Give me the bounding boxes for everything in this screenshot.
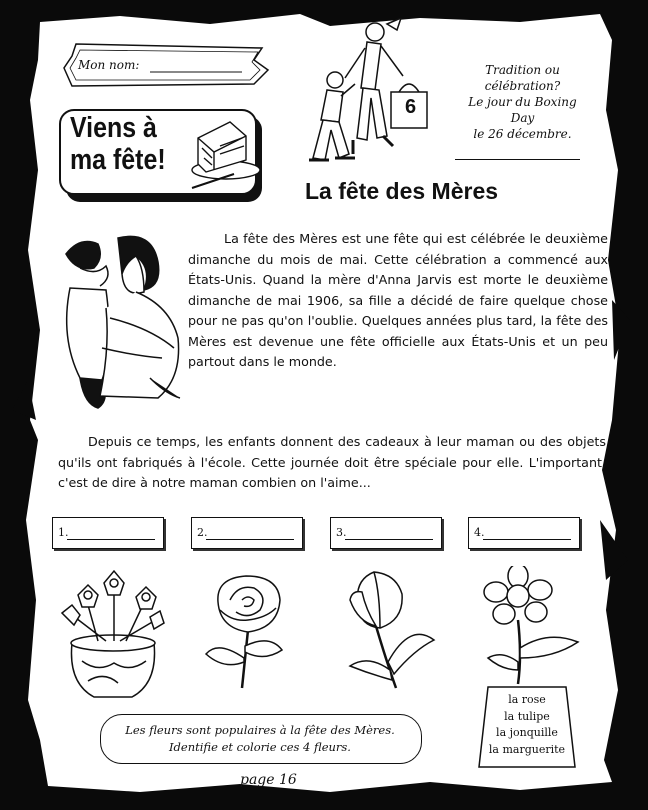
page-heading: La fête des Mères <box>305 178 499 204</box>
instruction-text <box>100 722 420 756</box>
page-number: page 16 <box>240 772 297 788</box>
paragraph-gifts-text: Depuis ce temps, les enfants donnent des cadeaux à leur maman ou des objets qu'ils ont fabriqués à l'école. Cette journée doit être spéciale pour elle. L'important, c'est de dire à notre maman combien on l'aime... <box>58 434 606 490</box>
family-shopping-illustration <box>305 18 445 168</box>
answer-line-2 <box>206 539 294 540</box>
tradition-line-3: Le jour du Boxing Day <box>468 95 577 125</box>
tulip-drawing <box>340 570 440 690</box>
daffodil-pot-drawing <box>58 565 168 705</box>
word-daisy: la marguerite <box>488 742 566 756</box>
paragraph-gifts <box>58 432 606 494</box>
name-label: Mon nom: <box>78 58 140 72</box>
answer-number-1: 1. <box>58 526 69 539</box>
answer-box-4[interactable] <box>468 517 580 549</box>
paragraph-history-text: La fête des Mères est une fête qui est célébrée le deuxième dimanche du mois de mai. Cette célébration a commencé aux États-Unis. Quand la mère d'Anna Jarvis est morte le deuxième dimanche de mai 1906, sa fille a décidé de faire quelque chose pour ne pas qu'on l'oublie. Quelques années plus tard, la fête des Mères est devenue une fête officielle aux États-Unis et un peu partout dans le monde. <box>188 231 608 369</box>
answer-line-1 <box>67 539 155 540</box>
answer-box-3[interactable] <box>330 517 442 549</box>
rose-drawing <box>198 570 298 690</box>
bag-number: 6 <box>405 96 417 118</box>
answer-number-2: 2. <box>197 526 208 539</box>
tradition-line-4: le 26 décembre. <box>473 127 572 141</box>
word-tulip: la tulipe <box>504 709 550 723</box>
paragraph-history <box>188 229 608 373</box>
mother-child-illustration <box>40 228 190 418</box>
flower-word-list <box>478 692 576 758</box>
daisy-drawing <box>478 566 588 686</box>
answer-box-2[interactable] <box>191 517 303 549</box>
word-rose: la rose <box>508 693 546 706</box>
word-daffodil: la jonquille <box>496 726 558 739</box>
answer-line-3 <box>345 539 433 540</box>
tradition-answer-line <box>455 159 580 160</box>
tradition-note <box>455 62 590 142</box>
answer-box-1[interactable] <box>52 517 164 549</box>
tradition-line-2: célébration? <box>484 79 561 93</box>
party-title: Viens à ma fête! <box>70 112 166 176</box>
instruction-line-1: Les fleurs sont populaires à la fête des Mères. <box>125 723 395 737</box>
tradition-line-1: Tradition ou <box>485 63 560 77</box>
answer-number-4: 4. <box>474 526 485 539</box>
answer-line-4 <box>483 539 571 540</box>
instruction-line-2: Identifie et colorie ces 4 fleurs. <box>169 740 351 754</box>
answer-number-3: 3. <box>336 526 347 539</box>
